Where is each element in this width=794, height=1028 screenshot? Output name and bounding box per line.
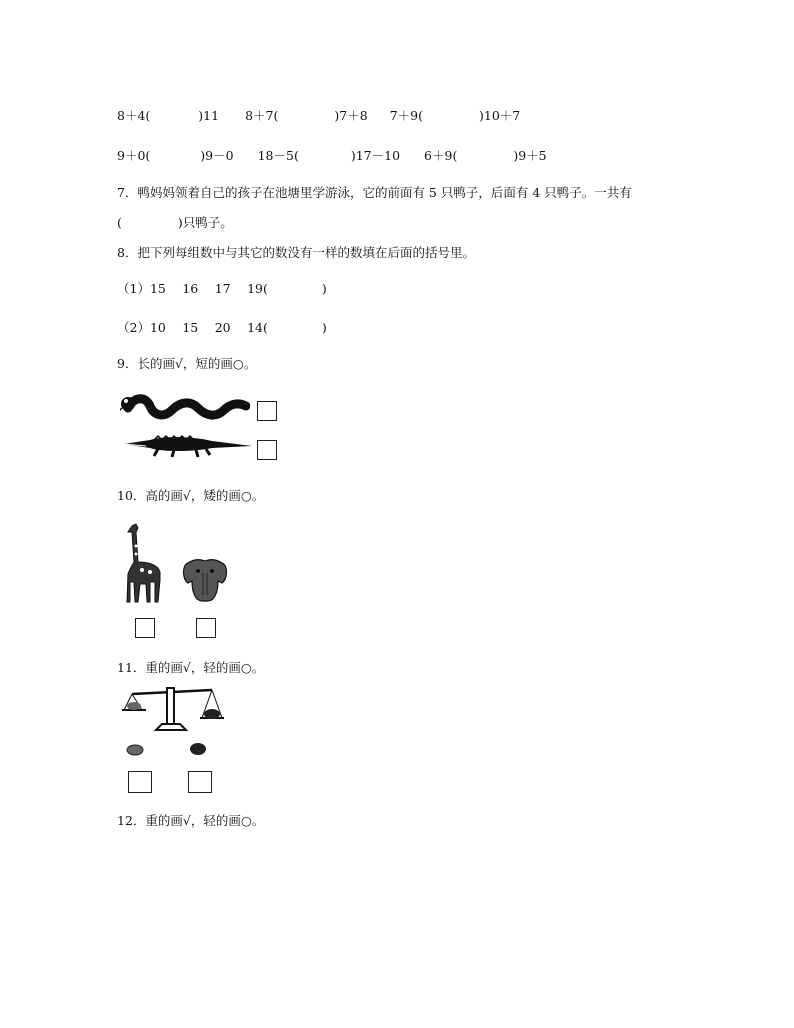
row1-item-b: 8＋7(: [245, 108, 279, 123]
compare-row-1: [117, 106, 520, 124]
group-2-numbers: （2）10 15 20 14(: [117, 320, 268, 335]
answer-checkbox[interactable]: [128, 771, 152, 793]
paren-close: ): [321, 281, 327, 296]
dark-stone-icon: [188, 741, 208, 757]
group-1-numbers: （1）15 16 17 19(: [117, 281, 268, 296]
row2-item-b-end: )17－10: [350, 148, 401, 163]
answer-checkbox[interactable]: [257, 401, 277, 421]
question-8-group-2: [117, 318, 327, 336]
question-9: 9．长的画√，短的画○。: [117, 356, 257, 371]
row2-item-b: 18－5(: [257, 148, 299, 163]
snake-icon: [120, 390, 250, 424]
answer-checkbox[interactable]: [196, 618, 216, 638]
question-7-suffix: )只鸭子。: [177, 215, 233, 230]
elephant-icon: [180, 553, 230, 603]
row1-item-a: 8＋4(: [117, 108, 151, 123]
row2-item-a-end: )9－0: [200, 148, 234, 163]
row2-item-a: 9＋0(: [117, 148, 151, 163]
answer-checkbox[interactable]: [257, 440, 277, 460]
answer-checkbox[interactable]: [188, 771, 212, 793]
paren-close: ): [321, 320, 327, 335]
paren-open: (: [117, 215, 122, 230]
row2-item-c-end: )9＋5: [513, 148, 547, 163]
question-7-answer-line: [117, 213, 233, 231]
question-7: 7．鸭妈妈领着自己的孩子在池塘里学游泳，它的前面有 5 只鸭子，后面有 4 只鸭子。一共有: [117, 185, 632, 200]
giraffe-icon: [122, 522, 166, 606]
row2-item-c: 6＋9(: [424, 148, 458, 163]
row1-item-c-end: )10＋7: [478, 108, 521, 123]
crocodile-icon: [122, 432, 254, 458]
row1-item-a-end: )11: [198, 108, 220, 123]
row1-item-c: 7＋9(: [389, 108, 423, 123]
question-10: 10．高的画√，矮的画○。: [117, 488, 265, 503]
question-12: 12．重的画√，轻的画○。: [117, 813, 265, 828]
small-stone-icon: [125, 743, 145, 757]
compare-row-2: [117, 146, 547, 164]
row1-item-b-end: )7＋8: [334, 108, 368, 123]
balance-scale-icon: [120, 684, 224, 734]
question-8-group-1: [117, 279, 327, 297]
question-11: 11．重的画√，轻的画○。: [117, 660, 265, 675]
question-8: 8．把下列每组数中与其它的数没有一样的数填在后面的括号里。: [117, 245, 475, 260]
answer-checkbox[interactable]: [135, 618, 155, 638]
